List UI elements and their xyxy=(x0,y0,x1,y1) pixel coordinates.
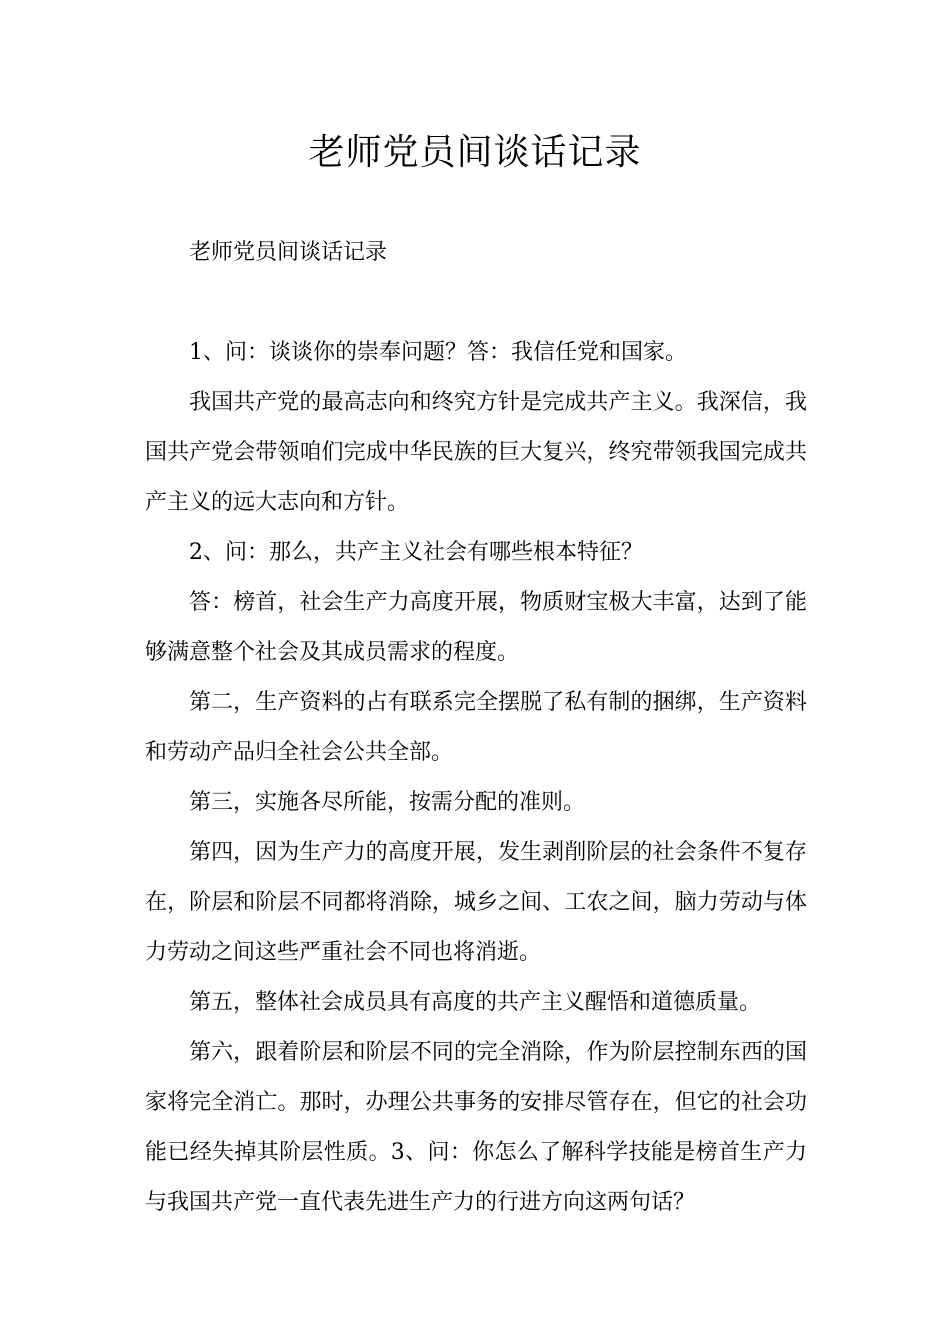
paragraph-first: 答：榜首，社会生产力高度开展，物质财宝极大丰富，达到了能够满意整个社会及其成员需求的程度。 xyxy=(145,590,807,665)
paragraph-a1: 我国共产党的最高志向和终究方针是完成共产主义。我深信，我国共产党会带领咱们完成中华民族的巨大复兴，终究带领我国完成共产主义的远大志向和方针。 xyxy=(145,390,807,515)
paragraph-q1: 1、问：谈谈你的崇奉问题？答：我信任党和国家。 xyxy=(189,340,687,365)
document-subtitle: 老师党员间谈话记录 xyxy=(189,240,388,265)
paragraph-sixth: 第六，跟着阶层和阶层不同的完全消除，作为阶层控制东西的国家将完全消亡。那时，办理公共事务的安排尽管存在，但它的社会功能已经失掉其阶层性质。3、问：你怎么了解科学技能是榜首生产力与我国共产党一直代表先进生产力的行进方向这两句话？ xyxy=(145,1040,807,1215)
paragraph-q2: 2、问：那么，共产主义社会有哪些根本特征？ xyxy=(189,540,643,565)
paragraph-fourth: 第四，因为生产力的高度开展，发生剥削阶层的社会条件不复存在，阶层和阶层不同都将消除，城乡之间、工农之间，脑力劳动与体力劳动之间这些严重社会不同也将消逝。 xyxy=(145,840,807,965)
document-title: 老师党员间谈话记录 xyxy=(308,132,642,173)
paragraph-fifth: 第五，整体社会成员具有高度的共产主义醒悟和道德质量。 xyxy=(189,990,762,1015)
paragraph-second: 第二，生产资料的占有联系完全摆脱了私有制的捆绑，生产资料和劳动产品归全社会公共全部。 xyxy=(145,690,807,765)
document-body xyxy=(145,228,807,1228)
paragraph-third: 第三，实施各尽所能，按需分配的准则。 xyxy=(189,790,586,815)
